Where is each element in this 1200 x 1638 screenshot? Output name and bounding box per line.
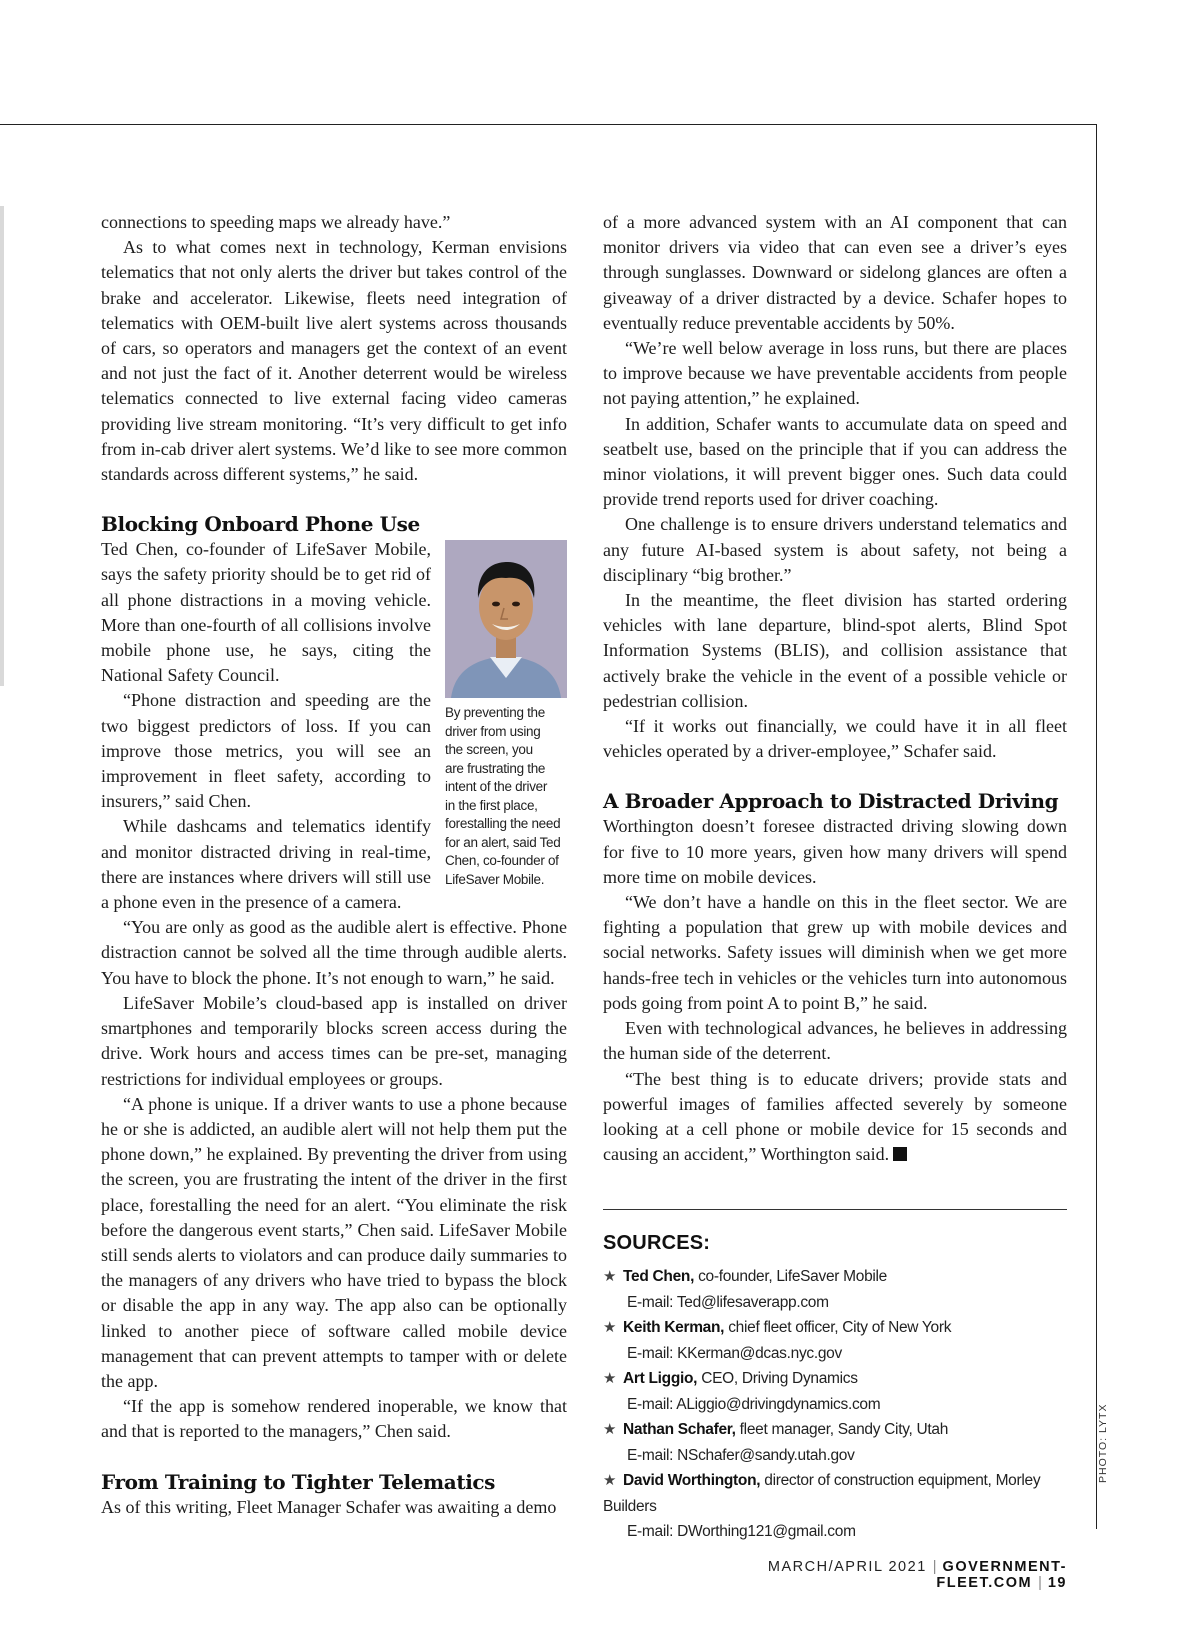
paragraph: “If the app is somehow rendered inoperable, we know that and that is reported to the managers,” Chen said. [101, 1396, 567, 1442]
source-email: E-mail: DWorthing121@gmail.com [627, 1523, 856, 1540]
paragraph-text: “The best thing is to educate drivers; provide stats and powerful images of families affected severely by someone looking at a cell phone or mobile device for 15 seconds and causing an accident,” Worthington said. [603, 1068, 1067, 1165]
source-entry [603, 1315, 1073, 1366]
source-name: Art Liggio, [623, 1370, 698, 1387]
paragraph: “We’re well below average in loss runs, but there are places to improve because we have preventable accidents from people not paying attention,” he explained. [603, 338, 1067, 409]
source-email: E-mail: Ted@lifesaverapp.com [627, 1293, 829, 1311]
caption-line: the screen, you [445, 742, 533, 758]
paragraph: Even with technological advances, he believes in addressing the human side of the deterrent. [603, 1018, 1067, 1064]
source-entry [603, 1417, 1073, 1468]
caption-line: intent of the driver [445, 779, 548, 795]
source-name-line [603, 1417, 1073, 1443]
sources-heading: SOURCES: [603, 1232, 711, 1254]
publication-site: GOVERNMENT-FLEET.COM [936, 1559, 1067, 1591]
source-role: chief fleet officer, City of New York [728, 1319, 952, 1336]
paragraph: While dashcams and telematics identify and monitor distracted driving in real-time, there are instances where drivers will still use a phone even in the presence of a camera. [101, 816, 431, 913]
photo-credit: PHOTO: LYTX [1097, 1403, 1109, 1483]
photo-figure [445, 540, 567, 889]
page-frame-top-rule [0, 124, 1097, 125]
source-name-line [603, 1468, 1073, 1519]
section-heading-blocking: Blocking Onboard Phone Use [101, 512, 420, 537]
page-edge-shadow [0, 206, 4, 686]
source-name-line [603, 1315, 1073, 1341]
paragraph: Worthington doesn’t foresee distracted driving slowing down for five to 10 more years, given how many drivers will spend more time on mobile devices. [603, 816, 1067, 887]
footer-separator: | [932, 1559, 937, 1575]
paragraph: connections to speeding maps we already have.” [101, 212, 451, 232]
source-role: CEO, Driving Dynamics [701, 1370, 858, 1387]
issue-date: MARCH/APRIL 2021 [767, 1559, 927, 1575]
source-email: E-mail: NSchafer@sandy.utah.gov [627, 1446, 855, 1464]
source-entry [603, 1468, 1073, 1545]
section-heading-broader: A Broader Approach to Distracted Driving [603, 789, 1059, 814]
source-name: Ted Chen, [623, 1268, 695, 1285]
left-column [101, 210, 567, 1520]
caption-line: are frustrating the [445, 760, 546, 776]
source-entry [603, 1366, 1073, 1417]
paragraph: “Phone distraction and speeding are the two biggest predictors of loss. If you can improve those metrics, you will see an improvement in fleet safety, according to insurers,” said Chen. [101, 690, 431, 812]
source-email: E-mail: KKerman@dcas.nyc.gov [627, 1344, 842, 1362]
star-icon: ★ [603, 1421, 617, 1438]
page-number: 19 [1047, 1575, 1067, 1591]
right-column [603, 210, 1067, 1167]
caption-line: in the first place, [445, 797, 538, 813]
star-icon: ★ [603, 1370, 617, 1387]
footer-separator: | [1038, 1575, 1042, 1591]
paragraph: One challenge is to ensure drivers understand telematics and any future AI-based system is about safety, not being a disciplinary “big brother.” [603, 514, 1067, 585]
caption-line: Chen, co-founder of [445, 853, 559, 869]
sources-divider [603, 1209, 1067, 1210]
paragraph: “If it works out financially, we could have it in all fleet vehicles operated by a driver-employee,” Schafer said. [603, 716, 1067, 762]
caption-line: By preventing the [445, 705, 545, 721]
square-end-mark-icon [893, 1147, 907, 1161]
caption-line: driver from using [445, 723, 541, 739]
paragraph: Ted Chen, co-founder of LifeSaver Mobile, says the safety priority should be to get rid of all phone distractions in a moving vehicle. More than one-fourth of all collisions involve mobile phone use, he says, citing the National Safety Council. [101, 539, 431, 686]
source-name: Nathan Schafer, [623, 1421, 736, 1438]
photo-caption [445, 704, 567, 889]
source-name-line [603, 1366, 1073, 1392]
source-name-line [603, 1264, 1073, 1290]
portrait-photo-ted-chen [445, 540, 567, 698]
paragraph-final [603, 1067, 1067, 1168]
source-name: Keith Kerman, [623, 1319, 725, 1336]
star-icon: ★ [603, 1472, 617, 1489]
caption-line: forestalling the need [445, 816, 561, 832]
portrait-illustration [445, 540, 567, 698]
caption-line: for an alert, said Ted [445, 834, 561, 850]
source-role: director of construction equipment, Morley Builders [603, 1472, 1041, 1515]
source-email: E-mail: ALiggio@drivingdynamics.com [627, 1395, 881, 1413]
blocking-section [101, 537, 567, 915]
paragraph: “We don’t have a handle on this in the fleet sector. We are fighting a population that grew up with mobile devices and social networks. Safety issues will diminish when we get more hands-free tech in vehicles or the vehicles turn into autonomous pods going from point A to point B,” he said. [603, 892, 1067, 1013]
page-footer [669, 1559, 1067, 1591]
paragraph: As of this writing, Fleet Manager Schafer was awaiting a demo [101, 1496, 557, 1517]
caption-line: LifeSaver Mobile. [445, 871, 545, 887]
paragraph: LifeSaver Mobile’s cloud-based app is installed on driver smartphones and temporarily blocks screen access during the drive. Work hours and access times can be pre-set, managing restrictions for individual employees or groups. [101, 992, 567, 1089]
paragraph: “A phone is unique. If a driver wants to use a phone because he or she is addicted, an audible alert will not help them put the phone down,” he explained. By preventing the driver from using the screen, you are frustrating the intent of the driver in the first place, forestalling the need for an alert. “You eliminate the risk before the dangerous event starts,” Chen said. LifeSaver Mobile still sends alerts to violators and can produce daily summaries to the managers of any drivers who have tried to bypass the block or disable the app in any way. The app also can be optionally linked to another piece of software called mobile device management that can prevent attempts to tamper with or delete the app. [101, 1093, 567, 1391]
source-role: fleet manager, Sandy City, Utah [739, 1421, 949, 1438]
sources-box [603, 1232, 1073, 1545]
star-icon: ★ [603, 1319, 617, 1336]
source-name: David Worthington, [623, 1472, 761, 1489]
paragraph: As to what comes next in technology, Kerman envisions telematics that not only alerts the driver but takes control of the brake and accelerator. Likewise, fleets need integration of telematics with OEM-built live alert systems across thousands of cars, so operators and managers get the context of an event and not just the fact of it. Another deterrent would be wireless telematics connected to live external facing video cameras providing live stream monitoring. “It’s very difficult to get info from in-cab driver alert systems. We’d like to see more common standards across different systems,” he said. [101, 237, 567, 485]
paragraph: of a more advanced system with an AI component that can monitor drivers via video that can even see a driver’s eyes through sunglasses. Downward or sidelong glances are often a giveaway of a driver distracted by a device. Schafer hopes to eventually reduce preventable accidents by 50%. [603, 212, 1067, 333]
star-icon: ★ [603, 1268, 617, 1285]
source-entry [603, 1264, 1073, 1315]
paragraph: In the meantime, the fleet division has started ordering vehicles with lane departure, blind-spot alerts, Blind Spot Information Systems (BLIS), and collision assistance that actively brake the vehicle in the event of a possible vehicle or pedestrian collision. [603, 590, 1067, 711]
page-frame-right-rule [1096, 124, 1097, 1529]
section-heading-training: From Training to Tighter Telematics [101, 1469, 496, 1494]
paragraph: “You are only as good as the audible alert is effective. Phone distraction cannot be solved all the time through audible alerts. You have to block the phone. It’s not enough to warn,” he said. [101, 917, 567, 988]
paragraph: In addition, Schafer wants to accumulate data on speed and seatbelt use, based on the principle that if you can address the minor violations, it will prevent bigger ones. Such data could provide trend reports used for driver coaching. [603, 413, 1067, 510]
source-role: co-founder, LifeSaver Mobile [698, 1268, 888, 1285]
